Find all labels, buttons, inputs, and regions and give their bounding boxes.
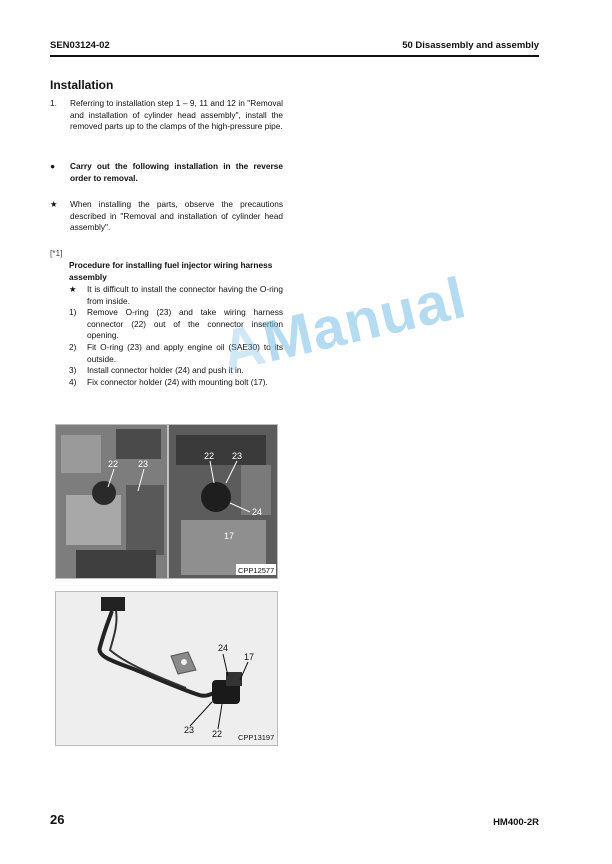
section-title: Installation: [50, 78, 114, 92]
step-number: 3): [69, 365, 77, 376]
figure1-label-24: 24: [252, 507, 263, 517]
procedure-note-text: It is difficult to install the connector having the O-ring from inside.: [87, 284, 283, 306]
step-number: 2): [69, 341, 77, 352]
section-header: 50 Disassembly and assembly: [402, 40, 539, 51]
engine-connector-photo: [55, 424, 278, 579]
figure1-label-17: 17: [224, 531, 235, 541]
model-code: HM400-2R: [493, 817, 539, 828]
watermark-logo: A: [215, 311, 272, 385]
figure2-label-23: 23: [184, 725, 195, 735]
wiring-harness-photo: [55, 591, 278, 746]
star-icon: ★: [50, 199, 58, 209]
procedure-note: [69, 284, 283, 307]
figure1-label-23b: 23: [232, 451, 243, 461]
note-text: When installing the parts, observe the precautions described in "Removal and installation of cylinder head assembly".: [70, 199, 283, 233]
installation-step-1: [50, 98, 283, 133]
document-code: SEN03124-02: [50, 40, 110, 51]
bullet-icon: ●: [50, 161, 56, 171]
header-rule: [50, 55, 539, 57]
page-number: 26: [50, 812, 65, 827]
step-number: 1.: [50, 98, 57, 108]
bullet-item: [50, 161, 283, 184]
figure2-label-22: 22: [212, 729, 223, 739]
figure2-label-17: 17: [244, 652, 255, 662]
star-icon: ★: [69, 284, 77, 294]
procedure-title: Procedure for installing fuel injector wiring harness assembly: [69, 260, 273, 282]
bullet-text: Carry out the following installation in the reverse order to removal.: [70, 161, 283, 183]
step-number: 1): [69, 307, 77, 318]
precaution-note: [50, 199, 283, 234]
figure2-label-24: 24: [218, 643, 229, 653]
figure1-label-22: 22: [108, 459, 119, 469]
figure1-code: CPP12577: [238, 566, 275, 575]
step-text: Install connector holder (24) and push it in.: [87, 365, 244, 376]
step-text: Remove O-ring (23) and take wiring harness connector (22) out of the connector insertion opening.: [87, 307, 283, 341]
step-text: Fix connector holder (24) with mounting bolt (17).: [87, 376, 268, 387]
watermark-text: Manual: [257, 265, 473, 375]
step-text: Referring to installation step 1 – 9, 11 and 12 in "Removal and installation of cylinder head assembly", install the removed parts up to the clamps of the high-pressure pipe.: [70, 98, 283, 132]
figure1-label-22b: 22: [204, 451, 215, 461]
step-text: Fit O-ring (23) and apply engine oil (SAE30) to its outside.: [87, 341, 283, 364]
reference-marker: [*1]: [50, 248, 63, 258]
figure2-code: CPP13197: [238, 733, 275, 742]
step-number: 4): [69, 376, 77, 387]
figure1-label-23: 23: [138, 459, 149, 469]
